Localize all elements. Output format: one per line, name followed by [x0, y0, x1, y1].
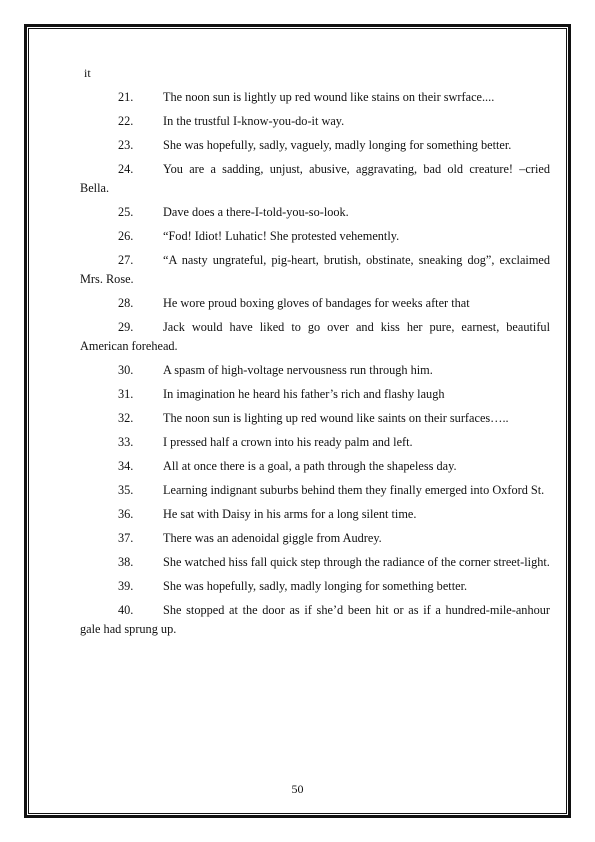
item-text: I pressed half a crown into his ready palm and left. — [163, 435, 413, 449]
list-item — [80, 112, 550, 131]
list-item — [80, 294, 550, 313]
list-item — [80, 457, 550, 476]
list-item — [80, 433, 550, 452]
list-item — [80, 318, 550, 356]
list-item — [80, 505, 550, 524]
list-item — [80, 529, 550, 548]
item-text: She watched hiss fall quick step through the radiance of the corner street-light. — [163, 555, 550, 569]
item-text: She stopped at the door as if she’d been hit or as if a hundred-mile-anhour gale had sprung up. — [80, 603, 550, 636]
list-item — [80, 601, 550, 639]
item-number: 35. — [118, 483, 134, 497]
list-item — [80, 481, 550, 500]
item-text: “A nasty ungrateful, pig-heart, brutish, obstinate, sneaking dog”, exclaimed Mrs. Rose. — [80, 253, 550, 286]
item-number: 33. — [118, 435, 134, 449]
item-number: 37. — [118, 531, 134, 545]
item-text: The noon sun is lighting up red wound like saints on their surfaces….. — [163, 411, 509, 425]
item-text: Learning indignant suburbs behind them they finally emerged into Oxford St. — [163, 483, 545, 497]
list-item — [80, 553, 550, 572]
list-item — [80, 577, 550, 596]
item-text: The noon sun is lightly up red wound like stains on their swrface.... — [163, 90, 495, 104]
item-text: Dave does a there-I-told-you-so-look. — [163, 205, 349, 219]
item-text: In the trustful I-know-you-do-it way. — [163, 114, 345, 128]
item-number: 38. — [118, 555, 134, 569]
item-number: 29. — [118, 320, 134, 334]
carryover-fragment: it — [84, 66, 91, 80]
list-item — [80, 227, 550, 246]
list-item — [80, 409, 550, 428]
item-text: All at once there is a goal, a path through the shapeless day. — [163, 459, 457, 473]
item-number: 27. — [118, 253, 134, 267]
sentence-list — [80, 88, 550, 644]
item-number: 39. — [118, 579, 134, 593]
item-number: 30. — [118, 363, 134, 377]
item-text: In imagination he heard his father’s rich and flashy laugh — [163, 387, 445, 401]
item-text: He wore proud boxing gloves of bandages for weeks after that — [163, 296, 470, 310]
item-text: “Fod! Idiot! Luhatic! She protested vehemently. — [163, 229, 400, 243]
item-number: 34. — [118, 459, 134, 473]
item-text: Jack would have liked to go over and kiss her pure, earnest, beautiful American forehead. — [80, 320, 550, 353]
item-number: 40. — [118, 603, 134, 617]
item-text: She was hopefully, sadly, madly longing for something better. — [163, 579, 468, 593]
item-number: 26. — [118, 229, 134, 243]
list-item — [80, 136, 550, 155]
item-number: 31. — [118, 387, 134, 401]
item-number: 36. — [118, 507, 134, 521]
list-item — [80, 251, 550, 289]
item-number: 25. — [118, 205, 134, 219]
item-text: A spasm of high-voltage nervousness run through him. — [163, 363, 433, 377]
list-item — [80, 385, 550, 404]
item-text: You are a sadding, unjust, abusive, aggravating, bad old creature! –cried Bella. — [80, 162, 550, 195]
item-text: She was hopefully, sadly, vaguely, madly longing for something better. — [163, 138, 512, 152]
item-number: 22. — [118, 114, 134, 128]
item-number: 32. — [118, 411, 134, 425]
page-number: 50 — [291, 782, 304, 796]
item-number: 24. — [118, 162, 134, 176]
list-item — [80, 203, 550, 222]
list-item — [80, 361, 550, 380]
list-item — [80, 88, 550, 107]
list-item — [80, 160, 550, 198]
item-number: 28. — [118, 296, 134, 310]
item-number: 23. — [118, 138, 134, 152]
item-number: 21. — [118, 90, 134, 104]
item-text: He sat with Daisy in his arms for a long silent time. — [163, 507, 417, 521]
item-text: There was an adenoidal giggle from Audrey. — [163, 531, 382, 545]
